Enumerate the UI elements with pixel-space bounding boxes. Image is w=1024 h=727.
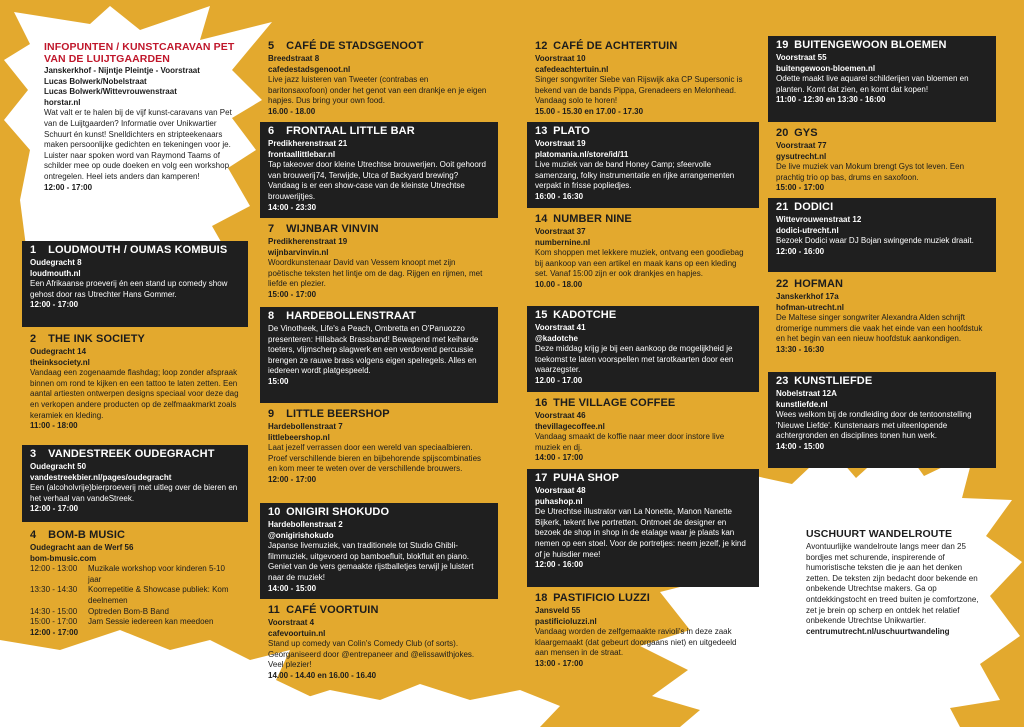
venue-url[interactable]: frontaallittlebar.nl bbox=[268, 149, 336, 159]
venue-title: 5 CAFÉ DE STADSGENOOT bbox=[268, 40, 424, 52]
venue-address: Voorstraat 46 bbox=[535, 411, 586, 420]
schedule-time: 13:30 - 14:30 bbox=[30, 585, 78, 595]
venue-card-23 bbox=[768, 372, 996, 468]
schedule-time: 15:00 - 17:00 bbox=[30, 617, 78, 627]
venue-title: 6 FRONTAAL LITTLE BAR bbox=[268, 125, 415, 137]
venue-time: 15:00 - 17:00 bbox=[776, 183, 825, 193]
venue-card-21 bbox=[768, 198, 996, 272]
venue-time: 14.00 - 14.40 en 16.00 - 16.40 bbox=[268, 670, 377, 680]
venue-title: 9 LITTLE BEERSHOP bbox=[268, 408, 390, 420]
info-url[interactable]: horstar.nl bbox=[44, 97, 81, 107]
venue-description: De Vinotheek, Life's a Peach, Ombretta en O'Panuozzo presenteren: Hillsback Brassband! Bewapend met keiharde toeters, vlijmscherp slagwerk en een verdovend percussie brengen ze rauwe brass volgens eigen spelregels. Alles en iedereen wordt platgespeeld. bbox=[268, 324, 479, 376]
venue-url[interactable]: hofman-utrecht.nl bbox=[776, 302, 844, 312]
venue-address: Voorstraat 48 bbox=[535, 486, 586, 495]
venue-title: 8 HARDEBOLLENSTRAAT bbox=[268, 310, 416, 322]
venue-card-7 bbox=[260, 220, 498, 304]
venue-time: 12.00 - 17.00 bbox=[535, 375, 583, 385]
venue-address: Jansveld 55 bbox=[535, 606, 581, 615]
venue-time: 12:00 - 17:00 bbox=[30, 300, 79, 310]
venue-title: 12 CAFÉ DE ACHTERTUIN bbox=[535, 40, 678, 52]
venue-title: 21 DODICI bbox=[776, 201, 834, 213]
venue-address: Hardebollenstraat 2 bbox=[268, 520, 343, 529]
venue-description: De Maltese singer songwriter Alexandra Alden schrijft dromerige nummers die vaak het einde van een hoofdstuk en het begin van een nieuw hoofdstuk aankondigen. bbox=[776, 313, 983, 344]
venue-title: 20 GYS bbox=[776, 127, 818, 139]
venue-time: 12:00 - 17:00 bbox=[30, 627, 79, 637]
venue-title: 15 KADOTCHE bbox=[535, 309, 617, 321]
venue-address: Voorstraat 37 bbox=[535, 227, 586, 236]
wandelroute-card bbox=[798, 525, 988, 655]
venue-card-10 bbox=[260, 503, 498, 599]
venue-time: 14:00 - 15:00 bbox=[776, 441, 825, 451]
venue-card-16 bbox=[527, 394, 759, 466]
venue-description: Live jazz luisteren van Tweeter (contrabas en baritonsaxofoon) onder het genot van een drankje en je eigen hapjes. Dus bring your own food. bbox=[268, 75, 487, 106]
venue-description: De live muziek van Mokum brengt Gys tot leven. Een prachtig trio op bas, drums en saxofoon. bbox=[776, 162, 965, 182]
venue-description: Live muziek van de band Honey Camp; sfeervolle samenzang, folky instrumentatie en rijke arrangementen verpakt in frisse popliedjes. bbox=[535, 160, 735, 191]
venue-description: Wees welkom bij de rondleiding door de tentoonstelling 'Nieuwe Liefde'. Kunstenaars met uiteenlopende achtergronden en disciplines tonen hun werk. bbox=[776, 410, 972, 441]
venue-description: Tap takeover door kleine Utrechtse brouwerijen. Ooit gehoord van brouwerij74, Terwijde, Utca of Backyard brewing? Vandaag is er een show-case van de kleinste Utrechtse brouwerijtjes. bbox=[268, 160, 486, 201]
venue-url[interactable]: cafevoortuin.nl bbox=[268, 628, 326, 638]
venue-card-17 bbox=[527, 469, 759, 587]
venue-title: 7 WIJNBAR VINVIN bbox=[268, 223, 379, 235]
venue-url[interactable]: thevillagecoffee.nl bbox=[535, 421, 605, 431]
venue-description: Vandaag een zogenaamde flashdag; loop zonder afspraak binnen om rond te kijken en een tattoo te laten zetten. Een aantal artiesten ontwerpen designs speciaal voor deze dag en verkopen andere producten op de zelfmaakmarkt zoals keramiek en kleding. bbox=[30, 368, 239, 420]
venue-time: 12:00 - 17:00 bbox=[268, 474, 317, 484]
venue-title: 13 PLATO bbox=[535, 125, 590, 137]
venue-time: 15:00 - 17:00 bbox=[268, 289, 317, 299]
venue-description: Japanse livemuziek, van traditionele tot Studio Ghibli-filmmuziek, uitgevoerd op bamboefluit, blokfluit en piano. Geniet van de vers gemaakte rijstballetjes terwijl je luistert naar de muziek! bbox=[268, 541, 474, 582]
venue-card-11 bbox=[260, 601, 498, 685]
venue-title: 10 ONIGIRI SHOKUDO bbox=[268, 506, 390, 518]
wandelroute-title: USCHUURT WANDELROUTE bbox=[806, 528, 953, 540]
venue-title: 11 CAFÉ VOORTUIN bbox=[268, 604, 379, 616]
venue-time: 14:00 - 17:00 bbox=[535, 453, 584, 463]
venue-url[interactable]: vandestreekbier.nl/pages/oudegracht bbox=[30, 472, 172, 482]
venue-description: Een (alcoholvrije)bierproeverij met uitleg over de bieren en het verhaal van vandeStreek. bbox=[30, 483, 238, 503]
venue-card-1 bbox=[22, 241, 248, 327]
venue-description: Laat jezelf verrassen door een wereld van speciaalbieren. Proef verschillende bieren en bijbehorende spijscombinaties en kom meer te weten over de verschillende brouwers. bbox=[268, 443, 482, 474]
venue-time: 10.00 - 18.00 bbox=[535, 279, 583, 289]
info-title: INFOPUNTEN / KUNSTCARAVAN PET VAN DE LUIJTGAARDEN bbox=[44, 41, 235, 65]
venue-time: 12:00 - 16:00 bbox=[776, 246, 825, 256]
venue-title: 4 BOM-B MUSIC bbox=[30, 529, 126, 541]
venue-url[interactable]: gysutrecht.nl bbox=[776, 151, 827, 161]
venue-description: Singer songwriter Siebe van Rijswijk aka CP Supersonic is bekend van de bands Pippa, Grenadeers en Melonhead. Vandaag solo te horen! bbox=[535, 75, 743, 106]
venue-card-2 bbox=[22, 330, 248, 442]
venue-description: De Utrechtse illustrator van La Nonette, Manon Nanette Bijkerk, tekent live portretten. Ontmoet de designer en bezoek de shop in shop in de etalage waar je plaats kan nemen op een stoel. Voor de portretjes: neem jezelf, je kind of je huisdier mee! bbox=[535, 507, 746, 559]
schedule-desc: Muzikale workshop voor kinderen 5-10 jaar bbox=[88, 564, 225, 584]
info-card bbox=[36, 38, 248, 198]
venue-card-19 bbox=[768, 36, 996, 122]
venue-description: Een Afrikaanse proeverij én een stand up comedy show gehost door ras Utrechter Hans Gommer. bbox=[30, 279, 228, 299]
venue-card-4 bbox=[22, 526, 248, 638]
venue-url[interactable]: @onigirishokudo bbox=[268, 530, 334, 540]
venue-card-8 bbox=[260, 307, 498, 403]
schedule-desc: Jam Sessie iedereen kan meedoen bbox=[88, 617, 214, 627]
venue-time: 13:30 - 16:30 bbox=[776, 344, 825, 354]
venue-time: 11:00 - 18:00 bbox=[30, 421, 78, 431]
venue-address: Wittevrouwenstraat 12 bbox=[776, 215, 862, 224]
venue-card-22 bbox=[768, 275, 996, 369]
schedule-desc: Koorrepetitie & Showcase publiek: Kom deelnemen bbox=[88, 585, 229, 605]
venue-time: 14:00 - 15:00 bbox=[268, 583, 317, 593]
venue-address: Oudegracht aan de Werf 56 bbox=[30, 543, 134, 552]
venue-address: Hardebollenstraat 7 bbox=[268, 422, 343, 431]
venue-card-13 bbox=[527, 122, 759, 208]
venue-url[interactable]: numbernine.nl bbox=[535, 237, 591, 247]
venue-address: Predikherenstraat 21 bbox=[268, 139, 348, 148]
venue-url[interactable]: theinksociety.nl bbox=[30, 357, 90, 367]
venue-url[interactable]: cafedeachtertuin.nl bbox=[535, 64, 609, 74]
venue-address: Predikherenstraat 19 bbox=[268, 237, 348, 246]
venue-address: Voorstraat 4 bbox=[268, 618, 315, 627]
schedule-time: 12:00 - 13:00 bbox=[30, 564, 78, 574]
venue-address: Janskerkhof 17a bbox=[776, 292, 839, 301]
venue-title: 17 PUHA SHOP bbox=[535, 472, 620, 484]
venue-description: Vandaag worden de zelfgemaakte ravioli's in deze zaak klaargemaakt (dat gebeurt doorgaans niet) en uitgedeeld aan mensen in de straat. bbox=[535, 627, 737, 658]
venue-description: Bezoek Dodici waar DJ Bojan swingende muziek draait. bbox=[776, 236, 974, 246]
venue-title: 23 KUNSTLIEFDE bbox=[776, 375, 873, 387]
wandelroute-description: Avontuurlijke wandelroute langs meer dan 25 bordjes met schurende, inspirerende of humoristische teksten die je aan het denken zetten. De teksten zijn bedacht door bekende en onbekende Utrechtse makers. Ga op ontdekkingstocht en treed buiten je comfortzone, zet je brein op scherp en ontdek het relatief onbekende Utrechtse Unikwartier. bbox=[806, 542, 979, 626]
venue-title: 16 THE VILLAGE COFFEE bbox=[535, 397, 676, 409]
venue-card-20 bbox=[768, 124, 996, 196]
venue-time: 12:00 - 16:00 bbox=[535, 560, 584, 570]
venue-url[interactable]: pastificioluzzi.nl bbox=[535, 616, 597, 626]
info-address-2: Lucas Bolwerk/Nobelstraat bbox=[44, 76, 147, 86]
venue-url[interactable]: kunstliefde.nl bbox=[776, 399, 828, 409]
venue-description: Stand up comedy van Colin's Comedy Club (of sorts). Georganiseerd door @entrepaneer and @elissawithjokes. Veel plezier! bbox=[268, 639, 475, 670]
venue-card-14 bbox=[527, 210, 759, 305]
venue-time: 15:00 bbox=[268, 376, 289, 386]
venue-description: Vandaag smaakt de koffie naar meer door instore live muziek en dj. bbox=[535, 432, 725, 452]
venue-address: Voorstraat 77 bbox=[776, 141, 827, 150]
venue-address: Oudegracht 14 bbox=[30, 347, 87, 356]
wandelroute-url[interactable]: centrumutrecht.nl/uschuurtwandeling bbox=[806, 626, 950, 636]
venue-address: Voorstraat 55 bbox=[776, 53, 827, 62]
venue-card-9 bbox=[260, 405, 498, 501]
venue-title: 1 LOUDMOUTH / OUMAS KOMBUIS bbox=[30, 244, 228, 256]
venue-url[interactable]: buitengewoon-bloemen.nl bbox=[776, 63, 876, 73]
venue-card-15 bbox=[527, 306, 759, 392]
venue-address: Breedstraat 8 bbox=[268, 54, 320, 63]
venue-time: 13:00 - 17:00 bbox=[535, 658, 584, 668]
venue-title: 3 VANDESTREEK OUDEGRACHT bbox=[30, 448, 215, 460]
info-address-1: Janskerkhof - Nijntje Pleintje - Voorstraat bbox=[44, 66, 200, 75]
venue-address: Oudegracht 50 bbox=[30, 462, 87, 471]
info-description: Wat valt er te halen bij de vijf kunst-caravans van Pet van de Luijtgaarden? Informatie over Unikwartier Schuurt én kunst! Snelldichters en stripteekenaars maken persoonlijke gedichten en tekeningen voor je. Luister naar spoken word van Raymond Taams of schilder mee op oude doeken en volg een workshop ontregelen. Heel iets anders dan kamperen! bbox=[44, 108, 232, 181]
venue-title: 19 BUITENGEWOON BLOEMEN bbox=[776, 39, 947, 51]
venue-url[interactable]: littlebeershop.nl bbox=[268, 432, 330, 442]
venue-title: 22 HOFMAN bbox=[776, 278, 844, 290]
venue-url[interactable]: loudmouth.nl bbox=[30, 268, 81, 278]
venue-card-3 bbox=[22, 445, 248, 522]
schedule-desc: Optreden Bom-B Band bbox=[88, 606, 169, 616]
venue-time: 15.00 - 15.30 en 17.00 - 17.30 bbox=[535, 106, 644, 116]
venue-url[interactable]: @kadotche bbox=[535, 333, 578, 343]
venue-address: Oudegracht 8 bbox=[30, 258, 82, 267]
venue-description: Deze middag krijg je bij een aankoop de mogelijkheid je toekomst te laten voorspellen met tarotkaarten door een waarzegster. bbox=[535, 344, 734, 375]
venue-title: 2 THE INK SOCIETY bbox=[30, 333, 145, 345]
venue-address: Nobelstraat 12A bbox=[776, 389, 837, 398]
info-address-3: Lucas Bolwerk/Wittevrouwenstraat bbox=[44, 87, 177, 97]
venue-url[interactable]: dodici-utrecht.nl bbox=[776, 225, 839, 235]
venue-url[interactable]: platomania.nl/store/id/11 bbox=[535, 149, 629, 159]
venue-time: 12:00 - 17:00 bbox=[30, 504, 79, 514]
info-time: 12:00 - 17:00 bbox=[44, 182, 93, 192]
venue-card-5 bbox=[260, 37, 498, 121]
venue-description: Odette maakt live aquarel schilderijen van bloemen en planten. Komt dat zien, en komt dat kopen! bbox=[776, 74, 969, 94]
venue-time: 11:00 - 12:30 en 13:30 - 16:00 bbox=[776, 95, 886, 105]
venue-title: 14 NUMBER NINE bbox=[535, 213, 632, 225]
venue-time: 16.00 - 18.00 bbox=[268, 106, 316, 116]
venue-url[interactable]: cafedestadsgenoot.nl bbox=[268, 64, 351, 74]
venue-time: 14:00 - 23:30 bbox=[268, 202, 317, 212]
venue-title: 18 PASTIFICIO LUZZI bbox=[535, 592, 650, 604]
venue-address: Voorstraat 41 bbox=[535, 323, 586, 332]
venue-address: Voorstraat 19 bbox=[535, 139, 586, 148]
venue-card-12 bbox=[527, 37, 759, 121]
venue-card-18 bbox=[527, 589, 759, 673]
venue-address: Voorstraat 10 bbox=[535, 54, 586, 63]
venue-time: 16:00 - 16:30 bbox=[535, 191, 584, 201]
schedule-time: 14:30 - 15:00 bbox=[30, 606, 78, 616]
venue-url[interactable]: puhashop.nl bbox=[535, 496, 583, 506]
venue-url[interactable]: bom-bmusic.com bbox=[30, 553, 97, 563]
venue-url[interactable]: wijnbarvinvin.nl bbox=[268, 247, 329, 257]
venue-description: Woordkunstenaar David van Vessem knoopt met zijn poëtische teksten het lintje om de dag. Rijgen en rijmen, met liefde en plezier. bbox=[268, 258, 483, 289]
venue-card-6 bbox=[260, 122, 498, 218]
venue-description: Kom shoppen met lekkere muziek, ontvang een goodiebag bij aankoop van een artikel en maak kans op een kleding set. Vanaf 15:00 zijn er ook drankjes en hapjes. bbox=[535, 248, 744, 279]
venue-schedule bbox=[30, 564, 240, 628]
